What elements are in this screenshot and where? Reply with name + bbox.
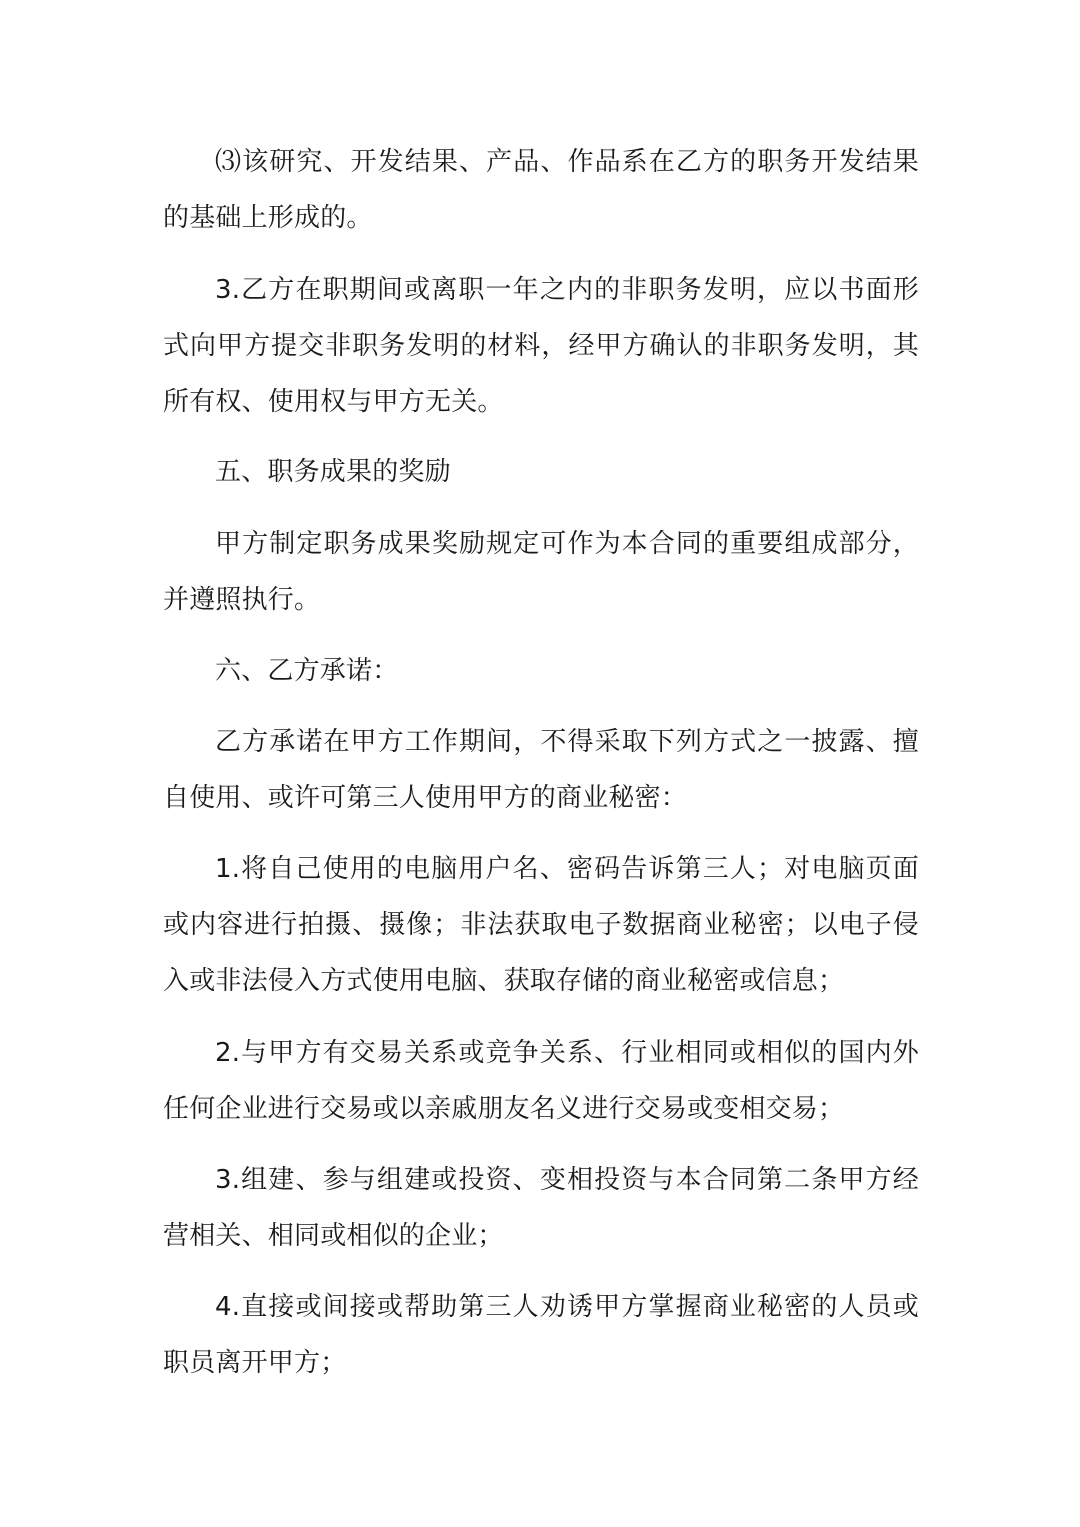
paragraph-item-3: 3.组建、参与组建或投资、变相投资与本合同第二条甲方经营相关、相同或相似的企业； [163, 1165, 919, 1251]
paragraph-section-6-intro: 乙方承诺在甲方工作期间，不得采取下列方式之一披露、擅自使用、或许可第三人使用甲方的商业秘密： [163, 727, 919, 813]
paragraph-item-2: 2.与甲方有交易关系或竞争关系、行业相同或相似的国内外任何企业进行交易或以亲戚朋友名义进行交易或变相交易； [163, 1038, 919, 1124]
document-page [163, 0, 919, 1527]
paragraph-clause-3-item-3: ⑶该研究、开发结果、产品、作品系在乙方的职务开发结果的基础上形成的。 [163, 147, 919, 233]
section-heading-6: 六、乙方承诺： [215, 656, 399, 686]
paragraph-item-4: 4.直接或间接或帮助第三人劝诱甲方掌握商业秘密的人员或职员离开甲方； [163, 1292, 919, 1378]
paragraph-item-1: 1.将自己使用的电脑用户名、密码告诉第三人；对电脑页面或内容进行拍摄、摄像；非法获取电子数据商业秘密；以电子侵入或非法侵入方式使用电脑、获取存储的商业秘密或信息； [163, 854, 919, 996]
paragraph-clause-3: 3.乙方在职期间或离职一年之内的非职务发明，应以书面形式向甲方提交非职务发明的材料，经甲方确认的非职务发明，其所有权、使用权与甲方无关。 [163, 275, 919, 417]
paragraph-section-5-body: 甲方制定职务成果奖励规定可作为本合同的重要组成部分，并遵照执行。 [163, 529, 919, 615]
section-heading-5: 五、职务成果的奖励 [215, 457, 451, 487]
